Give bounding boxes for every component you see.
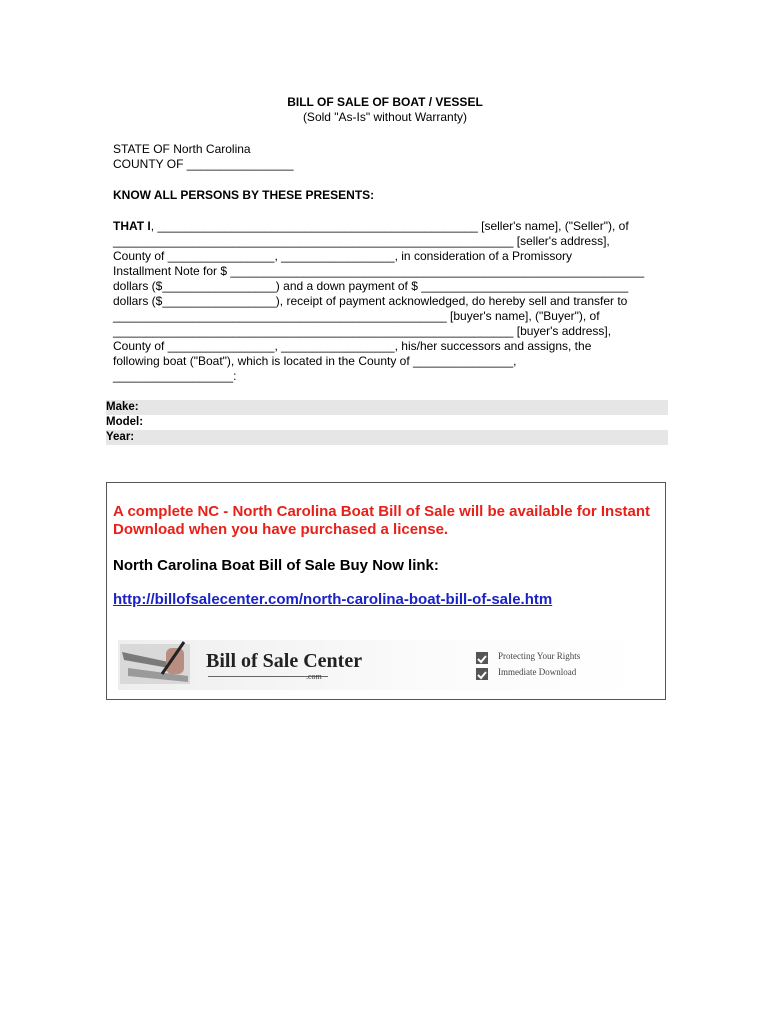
model-field (106, 415, 668, 430)
body-line-11: __________________: (113, 369, 237, 383)
model-label: Model: (106, 416, 144, 428)
make-field (106, 400, 668, 415)
body-line-9: County of ________________, _________________, his/her successors and assigns, the (113, 339, 592, 353)
body-line-6: dollars ($_________________), receipt of payment acknowledged, do hereby sell and transfer to (113, 294, 628, 308)
logo-sub: .com (306, 672, 322, 681)
buy-now-link[interactable]: http://billofsalecenter.com/north-carolina-boat-bill-of-sale.htm (113, 591, 553, 608)
make-label: Make: (106, 401, 139, 413)
body-line-5: dollars ($_________________) and a down payment of $ _______________________________ (113, 279, 629, 293)
banner-graphic (118, 640, 648, 690)
notice-line-2: Download when you have purchased a license. (113, 521, 449, 538)
badge-protecting: Protecting Your Rights (498, 651, 581, 661)
body-line-2: ____________________________________________________________ [seller's address], (113, 234, 610, 248)
county-line: COUNTY OF ________________ (113, 157, 294, 171)
body-line-10: following boat ("Boat"), which is located in the County of _______________, (113, 354, 517, 368)
year-field (106, 430, 668, 445)
state-line: STATE OF North Carolina (113, 142, 251, 156)
year-label: Year: (106, 431, 135, 443)
document-title: BILL OF SALE OF BOAT / VESSEL (287, 95, 483, 109)
notice-line-1: A complete NC - North Carolina Boat Bill of Sale will be available for Instant (113, 503, 651, 520)
bill-of-sale-center-banner (118, 640, 648, 690)
badge-download: Immediate Download (498, 667, 577, 677)
document-subtitle: (Sold "As-Is" without Warranty) (302, 110, 468, 124)
body-line-3: County of ________________, _________________, in consideration of a Promissory (113, 249, 573, 263)
check-icon (476, 652, 488, 664)
logo-text: Bill of Sale Center (206, 650, 363, 672)
check-icon (476, 668, 488, 680)
know-all-heading: KNOW ALL PERSONS BY THESE PRESENTS: (113, 188, 375, 202)
body-line-1-text: , ________________________________________________ [seller's name], ("Seller"), of (150, 219, 629, 233)
that-i-lead: THAT I (113, 219, 151, 233)
buy-now-heading: North Carolina Boat Bill of Sale Buy Now link: (113, 557, 439, 574)
hand-pen-icon (120, 642, 190, 684)
body-line-1 (113, 219, 629, 234)
body-line-7: __________________________________________________ [buyer's name], ("Buyer"), of (113, 309, 600, 323)
body-line-8: ____________________________________________________________ [buyer's address], (113, 324, 612, 338)
body-line-4: Installment Note for $ ______________________________________________________________ (113, 264, 645, 278)
